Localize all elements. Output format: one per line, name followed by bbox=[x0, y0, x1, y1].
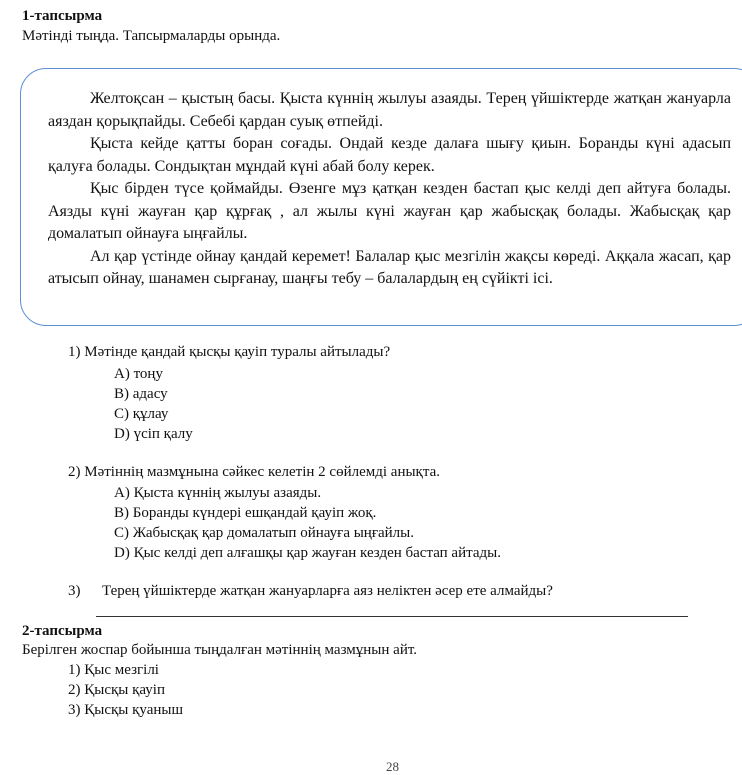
question-text: Мәтіннің мазмұнына сәйкес келетін 2 сөйлемді анықта. bbox=[84, 464, 440, 480]
plan-text: Қыс мезгілі bbox=[84, 662, 159, 678]
question-number: 1) bbox=[68, 344, 81, 360]
option[interactable]: А) Қыста күннің жылуы азаяды. bbox=[114, 485, 322, 501]
passage-paragraph: Желтоқсан – қыстың басы. Қыста күннің жылуы азаяды. Терең үйшіктерде жатқан жануарла аяздан қорықпайды. Себебі қардан суық өтпейді. bbox=[48, 90, 731, 130]
task1-title: 1-тапсырма bbox=[22, 8, 103, 24]
passage-paragraph: Қыста кейде қатты боран соғады. Ондай кезде далаға шығу қиын. Боранды күні адасып қалуға болады. Сондықтан мұндай күні абай болу керек. bbox=[48, 135, 731, 175]
plan-number: 3) bbox=[68, 702, 81, 718]
plan-number: 2) bbox=[68, 682, 81, 698]
question-number: 3) bbox=[68, 583, 81, 599]
question-text: Терең үйшіктерде жатқан жануарларға аяз неліктен әсер ете алмайды? bbox=[102, 583, 553, 599]
plan-text: Қысқы қауіп bbox=[84, 682, 165, 698]
task2-title: 2-тапсырма bbox=[22, 623, 103, 639]
plan-item bbox=[68, 702, 183, 719]
task1-instruction: Мәтінді тыңда. Тапсырмаларды орында. bbox=[22, 28, 281, 44]
plan-item bbox=[68, 682, 165, 699]
option[interactable]: D) үсіп қалу bbox=[114, 426, 193, 442]
plan-item bbox=[68, 662, 159, 679]
question-text: Мәтінде қандай қысқы қауіп туралы айтылады? bbox=[84, 344, 391, 360]
option[interactable]: В) Боранды күндері ешқандай қауіп жоқ. bbox=[114, 505, 377, 521]
passage-paragraph: Қыс бірден түсе қоймайды. Өзенге мұз қатқан кезден бастап қыс келді деп айтуға болады. Аязды күні жауған қар құрғақ , ал жылы күні жауған қар жабысқақ болады. Жабысқақ қар домалатып ойнауға ыңғайлы. bbox=[48, 180, 731, 242]
page-number: 28 bbox=[386, 759, 399, 774]
question-number: 2) bbox=[68, 464, 81, 480]
plan-text: Қысқы қуаныш bbox=[84, 702, 184, 718]
option[interactable]: В) адасу bbox=[114, 386, 168, 402]
passage-text bbox=[48, 88, 731, 291]
plan-number: 1) bbox=[68, 662, 81, 678]
question-3 bbox=[68, 583, 553, 600]
question-2 bbox=[68, 464, 440, 481]
option[interactable]: С) құлау bbox=[114, 406, 169, 422]
question-1 bbox=[68, 344, 390, 361]
option[interactable]: А) тоңу bbox=[114, 366, 163, 382]
task2-instruction: Берілген жоспар бойынша тыңдалған мәтіннің мазмұнын айт. bbox=[22, 642, 418, 658]
option[interactable]: D) Қыс келді деп алғашқы қар жауған кезден бастап айтады. bbox=[114, 545, 501, 561]
option[interactable]: С) Жабысқақ қар домалатып ойнауға ыңғайлы. bbox=[114, 525, 414, 541]
passage-paragraph: Ал қар үстінде ойнау қандай керемет! Балалар қыс мезгілін жақсы көреді. Аққала жасап, қар атысып ойнау, шанамен сырғанау, шаңғы тебу – балалардың ең сүйікті ісі. bbox=[48, 247, 731, 287]
answer-line[interactable] bbox=[96, 616, 688, 617]
